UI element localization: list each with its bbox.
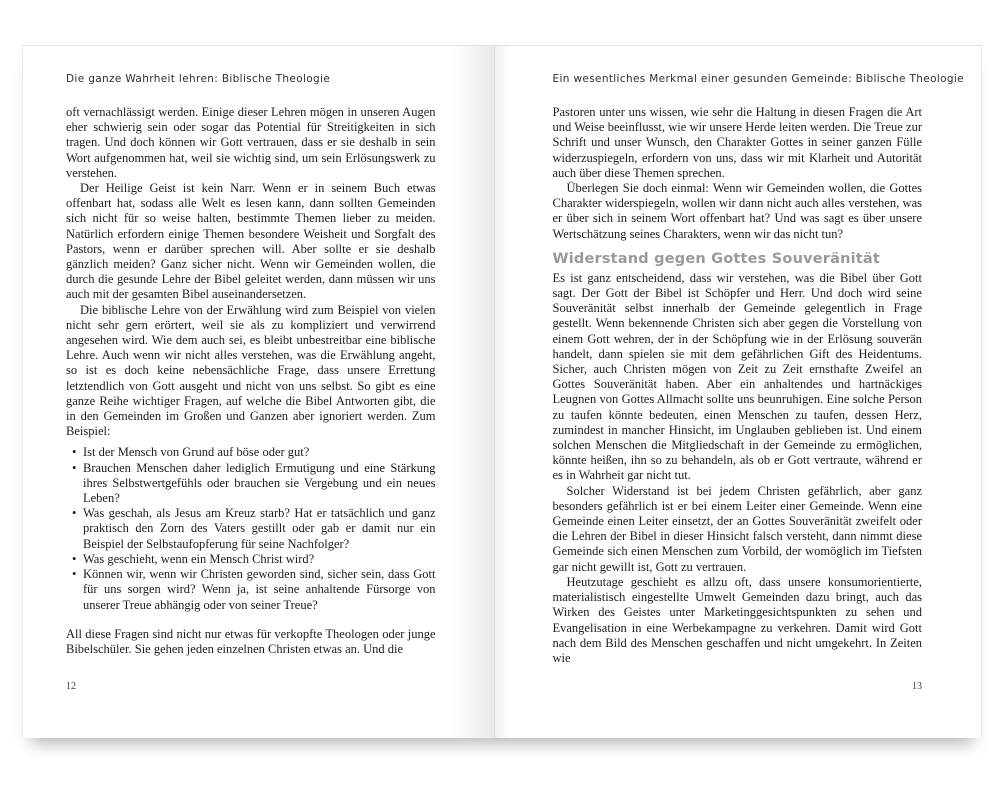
book-spread xyxy=(22,45,982,738)
right-page-body xyxy=(553,105,923,666)
left-page-body xyxy=(66,105,436,657)
right-running-head: Ein wesentliches Merkmal einer gesunden Gemeinde: Biblische Theologie xyxy=(552,73,964,85)
left-running-head: Die ganze Wahrheit lehren: Biblische Theologie xyxy=(66,73,331,85)
paragraph: Pastoren unter uns wissen, wie sehr die Haltung in diesen Fragen die Art und Weise beeinflusst, wie wir unsere Herde leiten werden. Die Treue zur Schrift und unser Wunsch, den Charakter Gottes in seiner ganzen Fülle widerzuspiegeln, erfordern von uns, dass wir mit Klarheit und Autorität auch über diese Themen sprechen. xyxy=(552,105,922,180)
question-list xyxy=(66,445,436,612)
list-item: • Was geschah, als Jesus am Kreuz starb? Hat er tatsächlich und ganz praktisch den Zorn des Vaters gestillt oder gab er damit nur ein Beispiel der Selbstaufopferung für seine Nachfolger? xyxy=(83,506,436,552)
paragraph: Heutzutage geschieht es allzu oft, dass unsere konsumorientierte, materialistisch eingestellte Umwelt Gemeinden dazu bringt, auch das Wirken des Geistes unter Marketinggesichtspunkten zu sehen und Evangelisation in eine Werbekampagne zu verkehren. Damit wird Gott nach dem Bild des Menschen geschaffen und nicht umgekehrt. In Zeiten wie xyxy=(552,574,922,665)
paragraph: Solcher Widerstand ist bei jedem Christen gefährlich, aber ganz besonders gefährlich ist er bei einem Leiter einer Gemeinde. Wenn eine Gemeinde einen Leiter einsetzt, der an Gottes Souveränität zweifelt oder die Lehren der Bibel in dieser Hinsicht falsch versteht, dann nimmt diese Gemeinde sich einen Menschen zum Vorbild, der womöglich im Tiefsten gar nicht gewillt ist, Gott zu vertrauen. xyxy=(552,483,922,574)
page-number-left: 12 xyxy=(66,681,76,692)
paragraph: Die biblische Lehre von der Erwählung wird zum Beispiel von vielen nicht sehr gern erörtert, weil sie als zu kompliziert und verwirrend angesehen wird. Wie dem auch sei, es bleibt unbestreitbar eine biblische Lehre. Auch wenn wir nicht alles verstehen, was die Erwählung angeht, so ist es doch keine nebensächliche Frage, dass unsere Errettung letztendlich von Gott ausgeht und nicht von uns selbst. So gibt es eine ganze Reihe wichtiger Fragen, auf welche die Bibel Antworten gibt, die in den Gemeinden im Großen und Ganzen aber ignoriert werden. Zum Beispiel: xyxy=(66,302,436,439)
list-item: • Ist der Mensch von Grund auf böse oder gut? xyxy=(83,445,436,460)
paragraph: All diese Fragen sind nicht nur etwas für verkopfte Theologen oder junge Bibelschüler. Sie gehen jeden einzelnen Christen etwas an. Und die xyxy=(66,626,436,656)
section-heading: Widerstand gegen Gottes Souveränität xyxy=(552,250,881,267)
paragraph: Es ist ganz entscheidend, dass wir verstehen, was die Bibel über Gott sagt. Der Gott der Bibel ist Schöpfer und Herr. Und doch wird seine Souveränität selbst innerhalb der Gemeinde gelegentlich in Frage gestellt. Wenn bekennende Christen sich aber gegen die Vorstellung von einem Gott wehren, der in der Schöpfung wie in der Erlösung souverän handelt, dann spielen sie mit dem gefährlichen Gift des Heidentums. Sicher, auch Christen mögen von Zeit zu Zeit ernsthafte Zweifel an Gottes Souveränität haben. Aber ein anhaltendes und hartnäckiges Leugnen von Gottes Allmacht sollte uns beunruhigen. Eine solche Person zu taufen könnte bedeuten, einen Menschen zu taufen, dessen Herz, zumindest in mancher Hinsicht, im Unglauben geblieben ist. Und einem solchen Menschen die Mitgliedschaft in der Gemeinde zu ermöglichen, könnte heißen, ihn so zu behandeln, als ob er Gott vertraute, während er es in Wahrheit gar nicht tut. xyxy=(552,270,922,483)
paragraph: Der Heilige Geist ist kein Narr. Wenn er in seinem Buch etwas offenbart hat, sodass alle Welt es lesen kann, dann sollten Gemeinden sich nicht für so weise halten, bestimmte Themen lieber zu meiden. Natürlich erfordern einige Themen besondere Weisheit und Sorgfalt des Pastors, wenn er darüber sprechen will. Aber sollte er sie deshalb gänzlich meiden? Ganz sicher nicht. Wenn wir Gemeinden wollen, die durch die gesunde Lehre der Bibel geleitet werden, dann müssen wir uns auch mit der gesamten Bibel auseinandersetzen. xyxy=(66,181,436,302)
paragraph: oft vernachlässigt werden. Einige dieser Lehren mögen in unseren Augen eher schwierig sein oder sogar das Potential für Streitigkeiten in sich tragen. Und doch können wir Gott vertrauen, dass er sie deshalb in sein Wort aufgenommen hat, weil sie wichtig sind, um sein Erlösungswerk zu verstehen. xyxy=(66,105,436,180)
paragraph: Überlegen Sie doch einmal: Wenn wir Gemeinden wollen, die Gottes Charakter widerspiegeln, wollen wir dann nicht auch alles verstehen, was er über sich in seinem Wort offenbart hat? Und was sagt es über unsere Wertschätzung seines Charakters, wenn wir das nicht tun? xyxy=(552,181,922,241)
right-page xyxy=(495,46,982,738)
list-item: • Brauchen Menschen daher lediglich Ermutigung und eine Stärkung ihres Selbstwertgefühls oder brauchen sie Vergebung und ein neues Leben? xyxy=(83,461,436,507)
list-item: • Was geschieht, wenn ein Mensch Christ wird? xyxy=(83,552,436,567)
page-number-right: 13 xyxy=(912,681,922,692)
list-item: • Können wir, wenn wir Christen geworden sind, sicher sein, dass Gott für uns sorgen wird? Wenn ja, ist seine anhaltende Fürsorge von unserer Treue abhängig oder von seiner Treue? xyxy=(83,567,436,613)
left-page xyxy=(23,46,495,738)
